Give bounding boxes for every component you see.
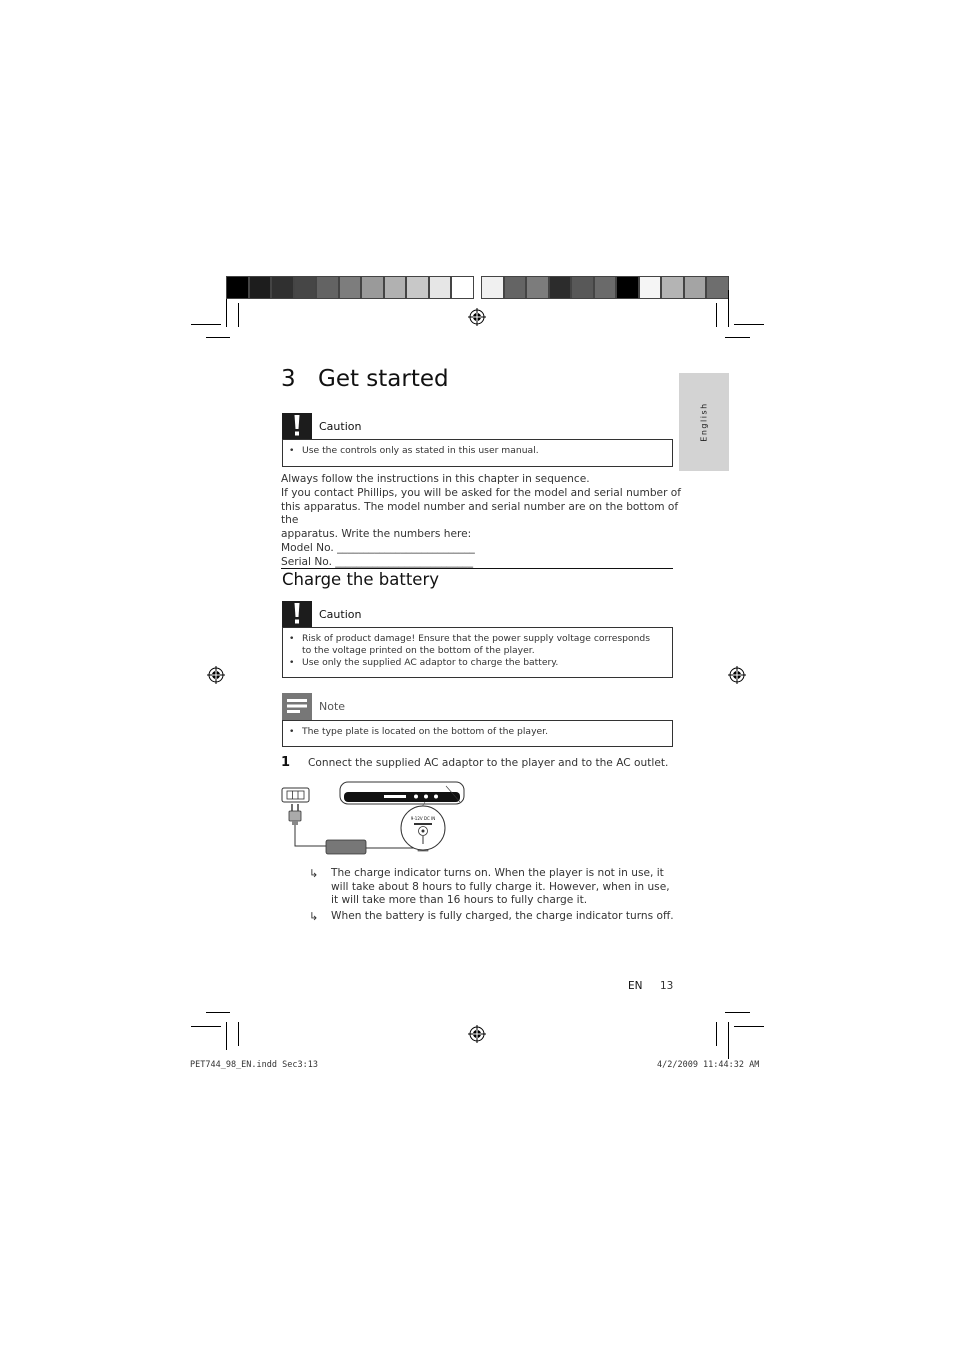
color-swatch — [339, 276, 362, 299]
note-icon — [282, 693, 312, 720]
crop-mark — [226, 1022, 227, 1050]
crop-mark — [238, 1022, 239, 1046]
wall-socket-icon — [282, 788, 309, 802]
intro-line: apparatus. Write the numbers here: — [281, 528, 472, 541]
registration-mark-icon — [468, 308, 486, 326]
color-swatch — [316, 276, 339, 299]
crop-mark — [206, 1012, 230, 1013]
crop-mark — [206, 337, 230, 338]
color-swatch — [249, 276, 272, 299]
color-swatch — [616, 276, 639, 299]
caution-item: • Use only the supplied AC adaptor to charge the battery. — [302, 657, 664, 669]
result-item — [309, 867, 674, 908]
serial-number-field: Serial No. __________________________ — [281, 555, 474, 568]
crop-mark — [725, 1012, 750, 1013]
slug-right: 4/2/2009 11:44:32 AM — [657, 1060, 760, 1070]
crop-mark — [238, 303, 239, 327]
crop-mark — [728, 1022, 729, 1059]
dc-in-label: 9-12V DC IN — [410, 816, 436, 821]
note-header — [282, 692, 345, 720]
color-swatch — [294, 276, 317, 299]
crop-mark — [725, 337, 750, 338]
color-swatch — [661, 276, 684, 299]
side-tab-label: English — [699, 402, 709, 442]
result-text: When the battery is fully charged, the charge indicator turns off. — [331, 910, 674, 922]
color-swatch — [406, 276, 429, 299]
caution-label: Caution — [319, 607, 362, 621]
color-swatch — [706, 276, 729, 299]
registration-mark-icon — [728, 666, 746, 684]
portable-player — [340, 782, 464, 804]
chapter-title — [281, 366, 449, 392]
color-swatch — [226, 276, 249, 299]
intro-line: this apparatus. The model number and serial number are on the bottom of the — [281, 500, 679, 527]
crop-mark — [716, 303, 717, 327]
color-swatch — [594, 276, 617, 299]
arrow-icon: ↳ — [309, 867, 319, 880]
crop-mark — [716, 1022, 717, 1046]
color-swatch — [361, 276, 384, 299]
color-swatch — [526, 276, 549, 299]
plug-icon — [289, 804, 301, 825]
caution-box — [282, 439, 673, 467]
crop-mark — [734, 324, 764, 325]
result-item — [309, 910, 674, 924]
note-item: • The type plate is located on the bottom of the player. — [302, 726, 664, 738]
section-title: Charge the battery — [282, 570, 439, 589]
page-number: 13 — [660, 980, 674, 992]
caution-item: • Risk of product damage! Ensure that the power supply voltage corresponds to the voltage printed on the bottom of the player. — [302, 633, 662, 657]
color-bar-right — [481, 276, 729, 299]
step-text: Connect the supplied AC adaptor to the player and to the AC outlet. — [308, 757, 669, 769]
color-swatch — [639, 276, 662, 299]
color-swatch — [384, 276, 407, 299]
color-swatch — [429, 276, 452, 299]
color-swatch — [571, 276, 594, 299]
step-1 — [281, 755, 668, 770]
caution-label: Caution — [319, 419, 362, 433]
note-label: Note — [319, 699, 346, 713]
section-rule — [281, 568, 673, 569]
color-swatch — [451, 276, 474, 299]
crop-mark — [728, 290, 729, 327]
crop-mark — [734, 1026, 764, 1027]
color-swatch — [684, 276, 707, 299]
caution-header — [282, 600, 361, 628]
result-text: The charge indicator turns on. When the player is not in use, it will take about 8 hours to fully charge it. However, when in use, it will take more than 16 hours to fully charge it. — [331, 867, 670, 907]
exclamation-icon — [282, 413, 312, 440]
color-bar-left — [226, 276, 474, 299]
intro-paragraph — [281, 473, 681, 570]
arrow-icon: ↳ — [309, 910, 319, 923]
note-box — [282, 720, 673, 747]
charging-illustration — [280, 778, 470, 860]
color-swatch — [549, 276, 572, 299]
model-number-field: Model No. __________________________ — [281, 541, 475, 554]
crop-mark — [191, 324, 221, 325]
ac-adaptor — [326, 840, 366, 854]
registration-mark-icon — [207, 666, 225, 684]
exclamation-icon — [282, 601, 312, 628]
crop-mark — [191, 1026, 221, 1027]
chapter-title-text: Get started — [318, 366, 449, 392]
crop-mark — [226, 299, 227, 327]
color-swatch — [481, 276, 504, 299]
intro-line: Always follow the instructions in this chapter in sequence. — [281, 473, 590, 485]
color-swatch — [504, 276, 527, 299]
footer-language: EN — [628, 980, 643, 992]
caution-item: • Use the controls only as stated in this user manual. — [302, 445, 664, 457]
slug-left: PET744_98_EN.indd Sec3:13 — [190, 1060, 318, 1070]
caution-box — [282, 627, 673, 678]
registration-mark-icon — [468, 1025, 486, 1043]
intro-line: If you contact Phillips, you will be asked for the model and serial number of — [281, 486, 682, 499]
chapter-number: 3 — [281, 366, 296, 392]
step-number: 1 — [281, 755, 291, 770]
color-swatch — [271, 276, 294, 299]
caution-header — [282, 412, 361, 440]
language-side-tab — [679, 373, 729, 471]
